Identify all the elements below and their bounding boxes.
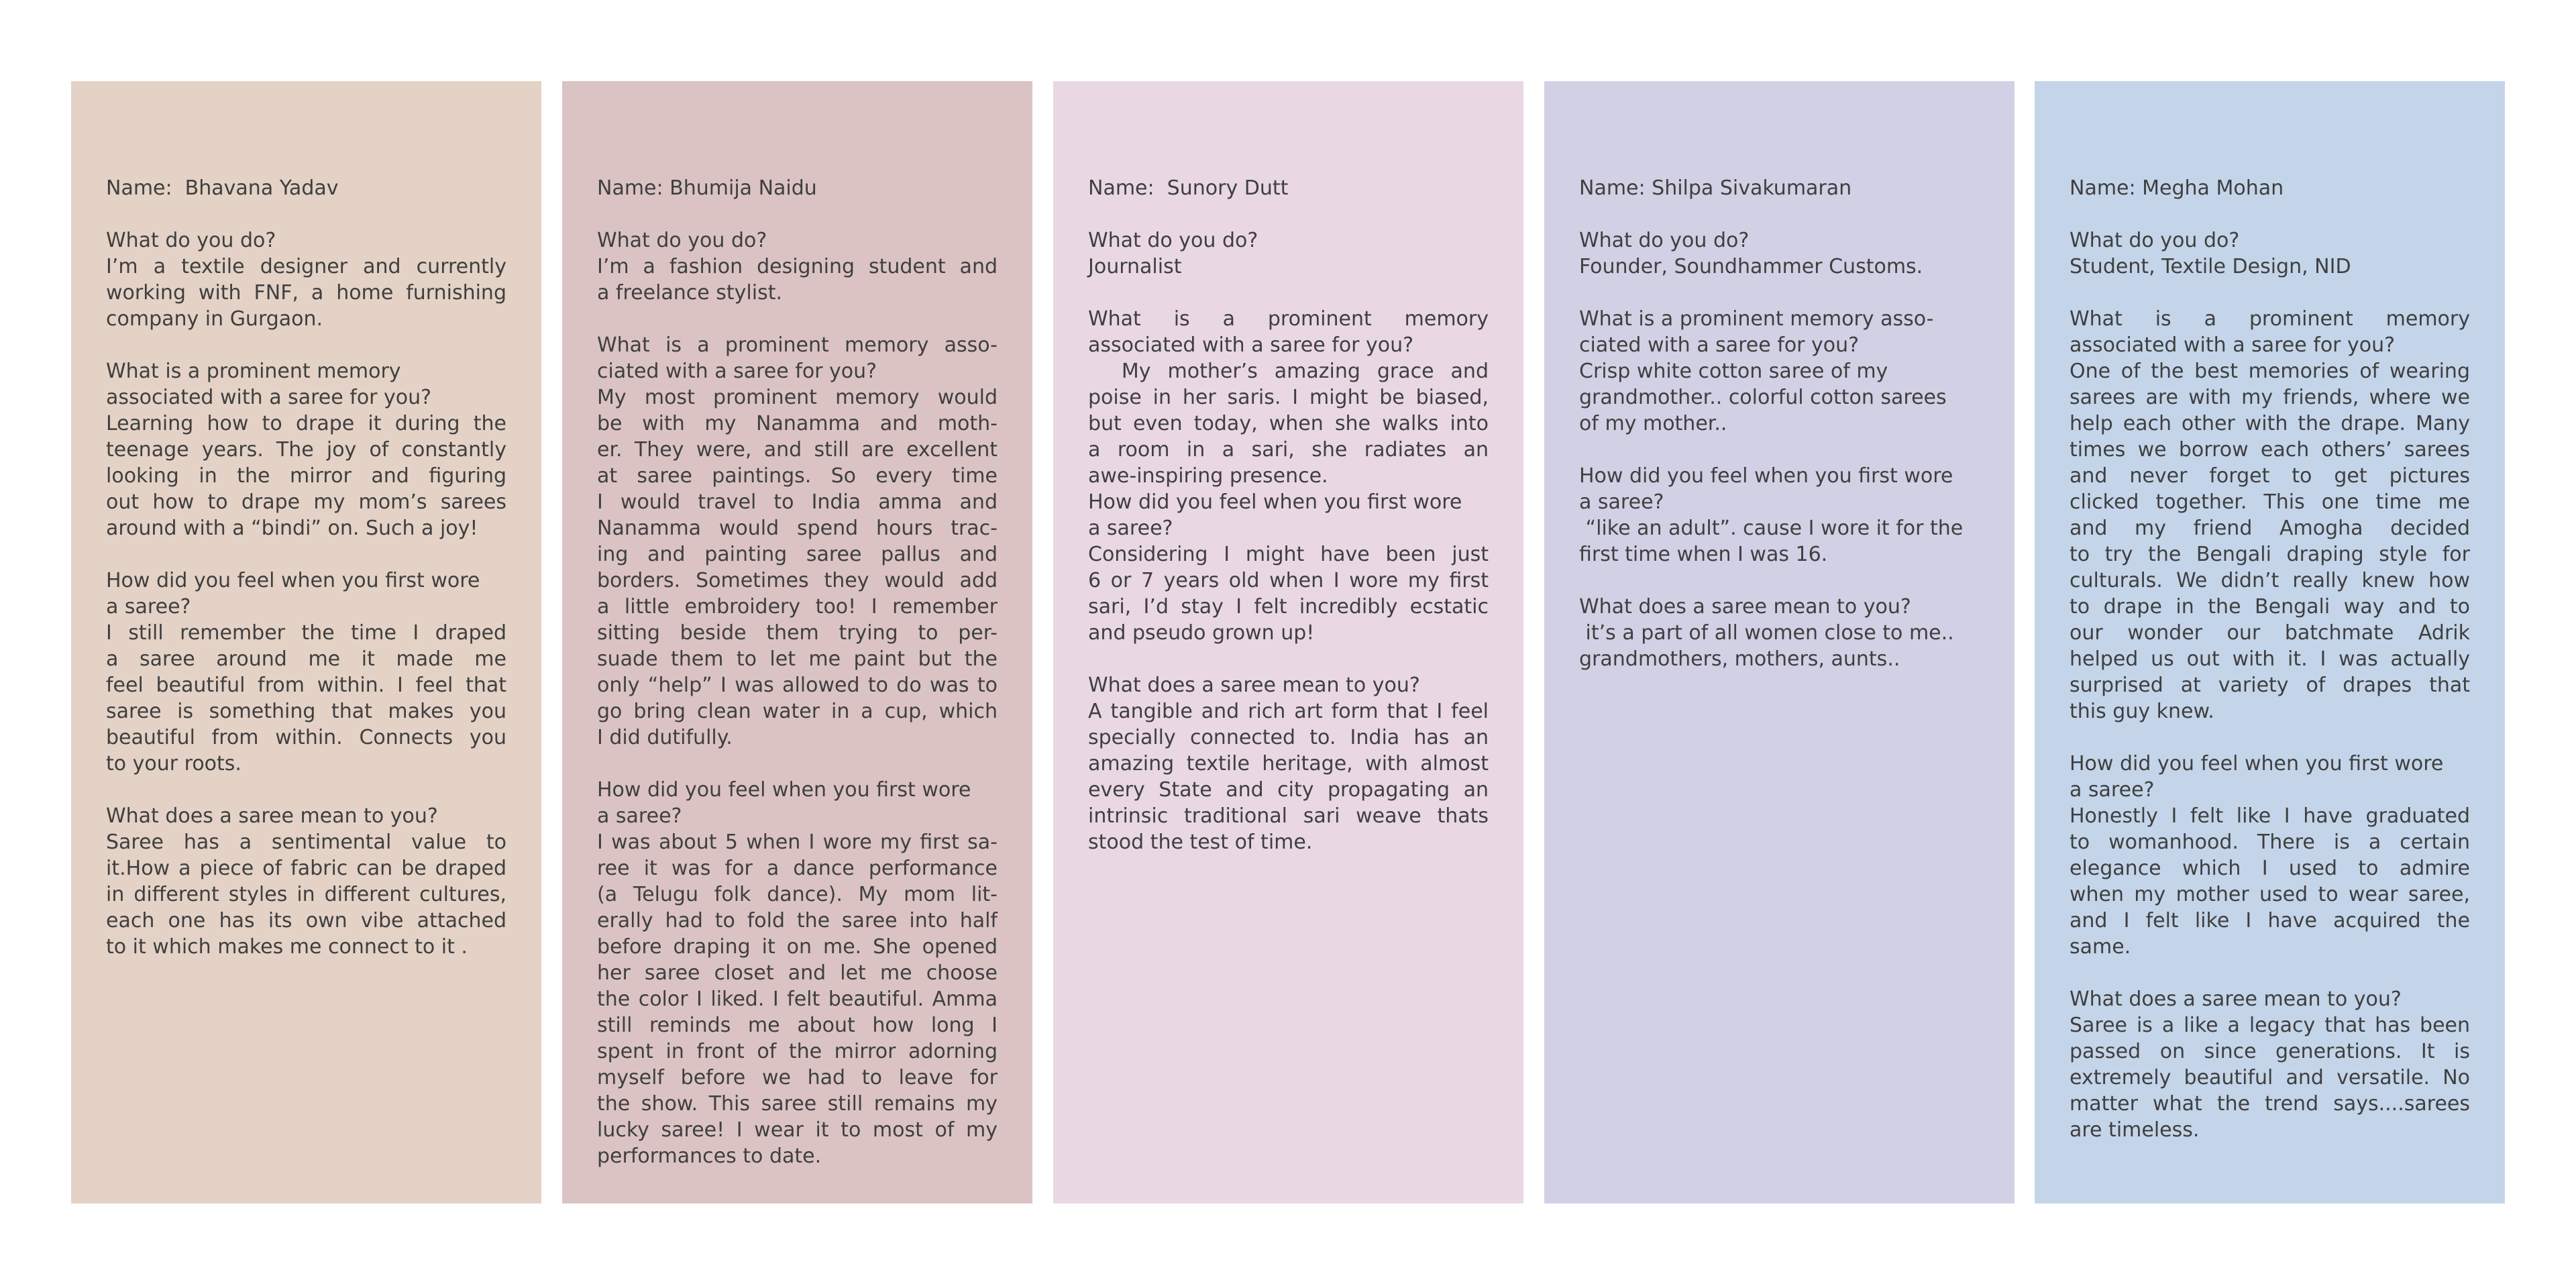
text-line: How did you feel when you first wore xyxy=(597,778,971,802)
text-line: stood the test of time. xyxy=(1088,830,1313,854)
text-line: a saree? xyxy=(106,595,191,619)
text-line: it’s a part of all women close to me.. xyxy=(1579,621,1954,645)
text-line: each one has its own vibe attached xyxy=(106,909,506,932)
text-line: How did you feel when you first wore xyxy=(106,569,480,592)
spacer xyxy=(2070,960,2470,986)
text-line: sari, I’d stay I felt incredibly ecstatic xyxy=(1088,595,1489,619)
text-line: Crisp white cotton saree of my xyxy=(1579,360,1888,383)
text-line: a saree? xyxy=(2070,778,2155,802)
text-line: and never forget to get pictures xyxy=(2070,464,2470,488)
text-line: erally had to fold the saree into half xyxy=(597,909,998,932)
text-line: I’m a fashion designing student and xyxy=(597,255,998,278)
spacer xyxy=(597,751,998,777)
text-line: Honestly I felt like I have graduated xyxy=(2070,804,2470,828)
text-line: I still remember the time I draped xyxy=(106,621,506,645)
text-line: Name: Shilpa Sivakumaran xyxy=(1579,176,1852,200)
text-line: ciated with a saree for you? xyxy=(597,360,877,383)
text-line: What does a saree mean to you? xyxy=(1088,674,1420,697)
text-line: Name: Sunory Dutt xyxy=(1088,176,1289,200)
spacer xyxy=(1088,646,1489,672)
text-line: still reminds me about how long I xyxy=(597,1014,998,1037)
text-line: What is a prominent memory asso- xyxy=(597,333,998,357)
spacer xyxy=(106,332,506,358)
spacer xyxy=(106,541,506,568)
text-line: intrinsic traditional sari weave thats xyxy=(1088,804,1489,828)
text-line: to drape in the Bengali way and to xyxy=(2070,595,2470,619)
text-line: elegance which I used to admire xyxy=(2070,857,2470,880)
text-line: specially connected to. India has an xyxy=(1088,726,1489,749)
text-line: saree is something that makes you xyxy=(106,700,506,723)
text-line: What is a prominent memory asso- xyxy=(1579,307,1934,331)
text-line: a saree? xyxy=(1579,490,1664,514)
text-line: at saree paintings. So every time xyxy=(597,464,998,488)
text-line: What does a saree mean to you? xyxy=(106,804,438,828)
text-line: What does a saree mean to you? xyxy=(2070,987,2402,1011)
text-line: this guy knew. xyxy=(2070,700,2214,723)
text-line: and I felt like I have acquired the xyxy=(2070,909,2470,932)
text-line: to your roots. xyxy=(106,752,241,775)
text-line: I was about 5 when I wore my first sa- xyxy=(597,830,998,854)
text-line: times we borrow each others’ sarees xyxy=(2070,438,2470,462)
text-line: I’m a textile designer and currently xyxy=(106,255,506,278)
text-line: helped us out with it. I was actually xyxy=(2070,647,2470,671)
text-line: clicked together. This one time me xyxy=(2070,490,2470,514)
text-line: beautiful from within. Connects you xyxy=(106,726,506,749)
text-line: a saree? xyxy=(597,804,682,828)
text-line: What does a saree mean to you? xyxy=(1579,595,1911,619)
testimonial-panel-bhavana xyxy=(71,81,541,1203)
text-line: A tangible and rich art form that I feel xyxy=(1088,700,1489,723)
spacer xyxy=(106,201,506,227)
text-line: to try the Bengali draping style for xyxy=(2070,543,2470,566)
text-line: surprised at variety of drapes that xyxy=(2070,674,2470,697)
text-line: and my friend Amogha decided xyxy=(2070,517,2470,540)
text-line: before draping it on me. She opened xyxy=(597,935,998,959)
text-line: ree it was for a dance performance xyxy=(597,857,998,880)
text-line: a room in a sari, she radiates an xyxy=(1088,438,1489,462)
spacer xyxy=(106,777,506,803)
spacer xyxy=(1579,280,1980,306)
spacer xyxy=(1088,201,1489,227)
spacer xyxy=(1088,280,1489,306)
text-line: ciated with a saree for you? xyxy=(1579,333,1860,357)
text-line: a saree? xyxy=(1088,517,1173,540)
text-line: What do you do? xyxy=(106,229,276,252)
text-line: out how to drape my mom’s sarees xyxy=(106,490,506,514)
text-line: to it which makes me connect to it . xyxy=(106,935,468,959)
text-line: grandmother.. colorful cotton sarees xyxy=(1579,386,1947,409)
text-line: I would travel to India amma and xyxy=(597,490,998,514)
spacer xyxy=(2070,201,2470,227)
text-line: associated with a saree for you? xyxy=(2070,333,2396,357)
text-line: “like an adult”. cause I wore it for the xyxy=(1579,517,1964,540)
text-line: company in Gurgaon. xyxy=(106,307,323,331)
text-line: amazing textile heritage, with almost xyxy=(1088,752,1489,775)
text-line: I did dutifully. xyxy=(597,726,733,749)
text-line: poise in her saris. I might be biased, xyxy=(1088,386,1489,409)
text-line: How did you feel when you first wore xyxy=(2070,752,2444,775)
text-line: Considering I might have been just xyxy=(1088,543,1489,566)
text-line: awe-inspiring presence. xyxy=(1088,464,1328,488)
text-line: What do you do? xyxy=(597,229,767,252)
text-line: the show. This saree still remains my xyxy=(597,1092,998,1116)
text-line: borders. Sometimes they would add xyxy=(597,569,998,592)
text-line: myself before we had to leave for xyxy=(597,1066,998,1089)
text-line: How did you feel when you first wore xyxy=(1579,464,1953,488)
text-line: What do you do? xyxy=(1579,229,1750,252)
text-line: in different styles in different cultures, xyxy=(106,883,506,906)
text-line: be with my Nanamma and moth- xyxy=(597,412,998,435)
text-line: culturals. We didn’t really knew how xyxy=(2070,569,2470,592)
text-line: Learning how to drape it during the xyxy=(106,412,506,435)
text-line: looking in the mirror and figuring xyxy=(106,464,506,488)
text-line: a saree around me it made me xyxy=(106,647,506,671)
text-line: our wonder our batchmate Adrik xyxy=(2070,621,2470,645)
text-line: Name: Bhumija Naidu xyxy=(597,176,817,200)
text-line: ing and painting saree pallus and xyxy=(597,543,998,566)
text-line: the color I liked. I felt beautiful. Amma xyxy=(597,987,998,1011)
text-line: same. xyxy=(2070,935,2131,959)
text-line: only “help” I was allowed to do was to xyxy=(597,674,998,697)
text-line: performances to date. xyxy=(597,1144,822,1168)
text-line: 6 or 7 years old when I wore my first xyxy=(1088,569,1489,592)
text-line: teenage years. The joy of constantly xyxy=(106,438,506,462)
text-line: suade them to let me paint but the xyxy=(597,647,998,671)
text-line: a little embroidery too! I remember xyxy=(597,595,998,619)
text-line: What is a prominent memory xyxy=(1088,307,1489,331)
testimonial-panel-sunory xyxy=(1053,81,1523,1203)
text-line: but even today, when she walks into xyxy=(1088,412,1489,435)
text-line: What is a prominent memory xyxy=(106,360,401,383)
text-line: sarees are with my friends, where we xyxy=(2070,386,2470,409)
text-line: her saree closet and let me choose xyxy=(597,961,998,985)
text-line: My mother’s amazing grace and xyxy=(1088,360,1489,383)
text-line: What is a prominent memory xyxy=(2070,307,2470,331)
text-line: What do you do? xyxy=(1088,229,1258,252)
text-line: My most prominent memory would xyxy=(597,386,998,409)
spacer xyxy=(2070,724,2470,751)
testimonial-panel-bhumija xyxy=(562,81,1032,1203)
text-line: spent in front of the mirror adorning xyxy=(597,1040,998,1063)
text-line: associated with a saree for you? xyxy=(106,386,432,409)
text-line: first time when I was 16. xyxy=(1579,543,1828,566)
spacer xyxy=(1579,201,1980,227)
text-line: help each other with the drape. Many xyxy=(2070,412,2470,435)
text-line: What do you do? xyxy=(2070,229,2240,252)
text-line: feel beautiful from within. I feel that xyxy=(106,674,506,697)
text-line: sitting beside them trying to per- xyxy=(597,621,998,645)
text-line: One of the best memories of wearing xyxy=(2070,360,2470,383)
testimonial-panel-megha xyxy=(2035,81,2505,1203)
text-line: Saree is a like a legacy that has been xyxy=(2070,1014,2470,1037)
spacer xyxy=(597,201,998,227)
text-line: passed on since generations. It is xyxy=(2070,1040,2470,1063)
text-line: around with a “bindi” on. Such a joy! xyxy=(106,517,478,540)
spacer xyxy=(1579,437,1980,463)
text-line: Name: Megha Mohan xyxy=(2070,176,2284,200)
text-line: of my mother.. xyxy=(1579,412,1727,435)
text-line: Nanamma would spend hours trac- xyxy=(597,517,998,540)
text-line: when my mother used to wear saree, xyxy=(2070,883,2470,906)
spacer xyxy=(1579,568,1980,594)
text-line: go bring clean water in a cup, which xyxy=(597,700,998,723)
text-line: lucky saree! I wear it to most of my xyxy=(597,1118,998,1142)
text-line: associated with a saree for you? xyxy=(1088,333,1414,357)
text-line: (a Telugu folk dance). My mom lit- xyxy=(597,883,998,906)
text-line: extremely beautiful and versatile. No xyxy=(2070,1066,2470,1089)
text-line: Name: Bhavana Yadav xyxy=(106,176,339,200)
text-line: Student, Textile Design, NID xyxy=(2070,255,2351,278)
spacer xyxy=(597,306,998,332)
text-line: Saree has a sentimental value to xyxy=(106,830,506,854)
text-line: working with FNF, a home furnishing xyxy=(106,281,506,305)
text-line: it.How a piece of fabric can be draped xyxy=(106,857,506,880)
text-line: and pseudo grown up! xyxy=(1088,621,1315,645)
text-line: a freelance stylist. xyxy=(597,281,783,305)
text-line: How did you feel when you first wore xyxy=(1088,490,1462,514)
text-line: grandmothers, mothers, aunts.. xyxy=(1579,647,1900,671)
text-line: to womanhood. There is a certain xyxy=(2070,830,2470,854)
text-line: are timeless. xyxy=(2070,1118,2200,1142)
text-line: every State and city propagating an xyxy=(1088,778,1489,802)
text-line: er. They were, and still are excellent xyxy=(597,438,998,462)
testimonial-panel-shilpa xyxy=(1544,81,2015,1203)
text-line: matter what the trend says....sarees xyxy=(2070,1092,2470,1116)
spacer xyxy=(2070,280,2470,306)
text-line: Journalist xyxy=(1088,255,1182,278)
text-line: Founder, Soundhammer Customs. xyxy=(1579,255,1923,278)
